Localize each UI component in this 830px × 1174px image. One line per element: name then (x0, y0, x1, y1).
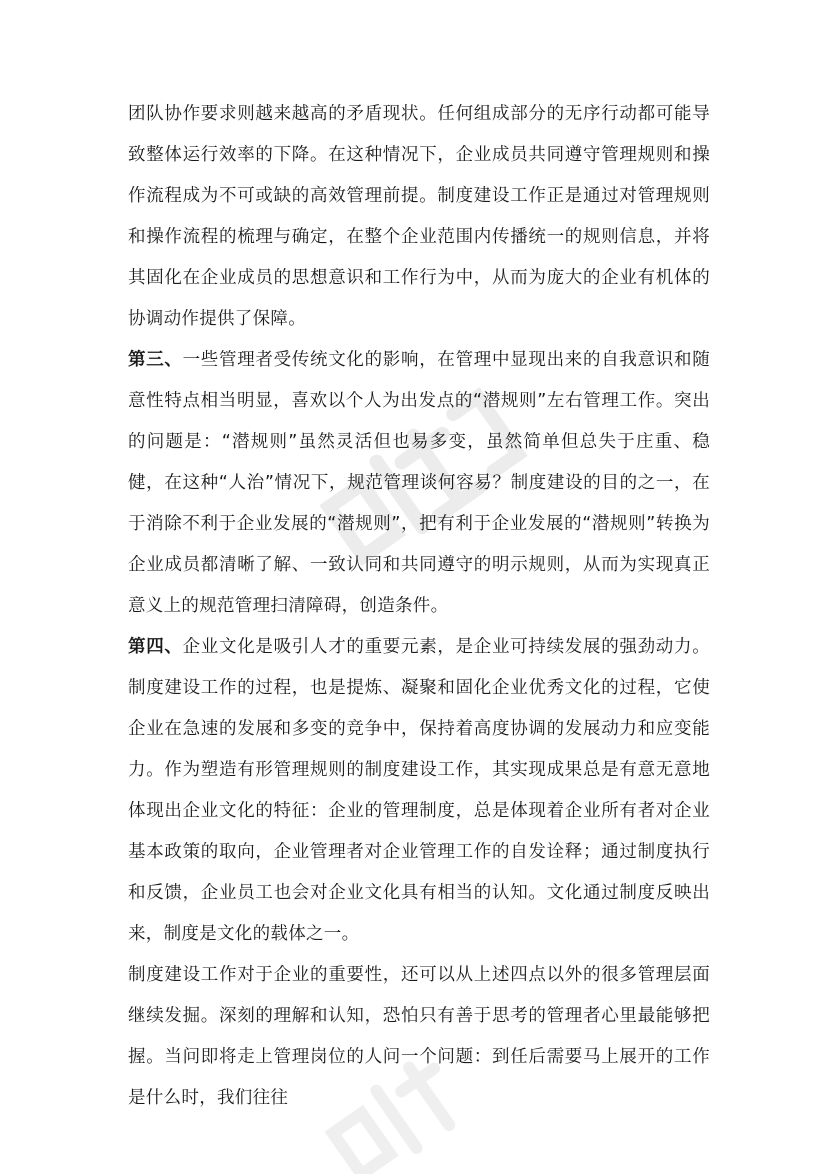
paragraph-text: 企业文化是吸引人才的重要元素，是企业可持续发展的强劲动力。制度建设工作的过程，也是提炼、凝聚和固化企业优秀文化的过程，它使企业在急速的发展和多变的竞争中，保持着高度协调的发展动力和应变能力。作为塑造有形管理规则的制度建设工作，其实现成果总是有意无意地体现出企业文化的特征：企业的管理制度，总是体现着企业所有者对企业基本政策的取向，企业管理者对企业管理工作的自发诠释；通过制度执行和反馈，企业员工也会对企业文化具有相当的认知。文化通过制度反映出来，制度是文化的载体之一。 (128, 637, 710, 944)
paragraph-text: 制度建设工作对于企业的重要性，还可以从上述四点以外的很多管理层面继续发掘。深刻的理解和认知，恐怕只有善于思考的管理者心里最能够把握。当问即将走上管理岗位的人问一个问题：到任后需要马上展开的工作是什么时，我们往往 (128, 965, 710, 1108)
paragraph-lead: 第三、 (128, 350, 183, 370)
paragraph (128, 340, 710, 627)
paragraph-lead: 第四、 (128, 637, 183, 657)
paragraph-text: 团队协作要求则越来越高的矛盾现状。任何组成部分的无序行动都可能导致整体运行效率的下降。在这种情况下，企业成员共同遵守管理规则和操作流程成为不可或缺的高效管理前提。制度建设工作正是通过对管理规则和操作流程的梳理与确定，在整个企业范围内传播统一的规则信息，并将其固化在企业成员的思想意识和工作行为中，从而为庞大的企业有机体的协调动作提供了保障。 (128, 104, 710, 329)
paragraph-text: 一些管理者受传统文化的影响，在管理中显现出来的自我意识和随意性特点相当明显，喜欢以个人为出发点的“潜规则”左右管理工作。突出的问题是：“潜规则”虽然灵活但也易多变，虽然简单但总失于庄重、稳健，在这种“人治”情况下，规范管理谈何容易？制度建设的目的之一，在于消除不利于企业发展的“潜规则”，把有利于企业发展的“潜规则”转换为企业成员都清晰了解、一致认同和共同遵守的明示规则，从而为实现真正意义上的规范管理扫清障碍，创造条件。 (128, 350, 710, 616)
paragraph (128, 94, 710, 340)
paragraph (128, 627, 710, 955)
document-body (128, 94, 710, 1119)
paragraph (128, 955, 710, 1119)
